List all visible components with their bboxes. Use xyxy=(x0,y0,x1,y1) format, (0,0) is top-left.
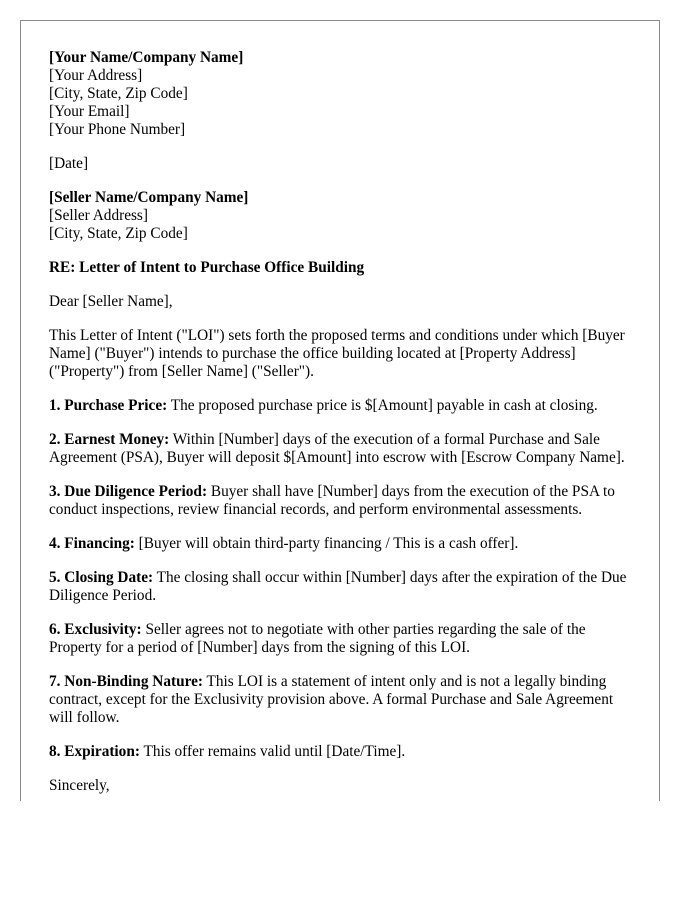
term-due-diligence xyxy=(49,483,633,519)
term-text: Within [Number] days of the execution of a formal Purchase and Sale Agreement (PSA), Buyer will deposit $[Amount] into escrow with [Escrow Company Name]. xyxy=(49,431,625,466)
term-label: 5. Closing Date: xyxy=(49,569,154,586)
recipient-address: [Seller Address] xyxy=(49,207,148,224)
recipient-city: [City, State, Zip Code] xyxy=(49,225,188,242)
term-text: [Buyer will obtain third-party financing / This is a cash offer]. xyxy=(134,535,519,552)
term-text: This LOI is a statement of intent only and is not a legally binding contract, except for the Exclusivity provision above. A formal Purchase and Sale Agreement will follow. xyxy=(49,673,614,726)
letter-page xyxy=(20,20,660,801)
intro-paragraph: This Letter of Intent ("LOI") sets forth the proposed terms and conditions under which [Buyer Name] ("Buyer") intends to purchase the office building located at [Property Address] ("Property") from [Seller Name] ("Seller"). xyxy=(49,327,625,380)
term-financing xyxy=(49,535,633,553)
sender-name: [Your Name/Company Name] xyxy=(49,49,244,66)
sender-address: [Your Address] xyxy=(49,67,143,84)
term-expiration xyxy=(49,743,633,761)
term-non-binding xyxy=(49,673,633,727)
term-text: This offer remains valid until [Date/Time]. xyxy=(139,743,406,760)
term-label: 4. Financing: xyxy=(49,535,135,552)
term-closing-date xyxy=(49,569,633,605)
recipient-block xyxy=(49,189,633,243)
term-label: 3. Due Diligence Period: xyxy=(49,483,208,500)
term-text: The closing shall occur within [Number] days after the expiration of the Due Diligence Period. xyxy=(49,569,627,604)
term-label: 7. Non-Binding Nature: xyxy=(49,673,203,690)
subject-line: RE: Letter of Intent to Purchase Office Building xyxy=(49,259,365,276)
closing-line: Sincerely, xyxy=(49,777,110,794)
term-label: 8. Expiration: xyxy=(49,743,140,760)
sender-city: [City, State, Zip Code] xyxy=(49,85,188,102)
term-text: Seller agrees not to negotiate with other parties regarding the sale of the Property for a period of [Number] days from the signing of this LOI. xyxy=(49,621,586,656)
sender-phone: [Your Phone Number] xyxy=(49,121,186,138)
letter-body xyxy=(49,49,633,801)
term-label: 6. Exclusivity: xyxy=(49,621,142,638)
term-label: 2. Earnest Money: xyxy=(49,431,170,448)
sender-email: [Your Email] xyxy=(49,103,130,120)
term-label: 1. Purchase Price: xyxy=(49,397,168,414)
letter-date: [Date] xyxy=(49,155,89,172)
term-earnest-money xyxy=(49,431,633,467)
term-text: Buyer shall have [Number] days from the execution of the PSA to conduct inspections, review financial records, and perform environmental assessments. xyxy=(49,483,615,518)
term-text: The proposed purchase price is $[Amount] payable in cash at closing. xyxy=(167,397,598,414)
salutation: Dear [Seller Name], xyxy=(49,293,173,310)
term-purchase-price xyxy=(49,397,633,415)
recipient-name: [Seller Name/Company Name] xyxy=(49,189,249,206)
term-exclusivity xyxy=(49,621,633,657)
sender-block xyxy=(49,49,633,139)
